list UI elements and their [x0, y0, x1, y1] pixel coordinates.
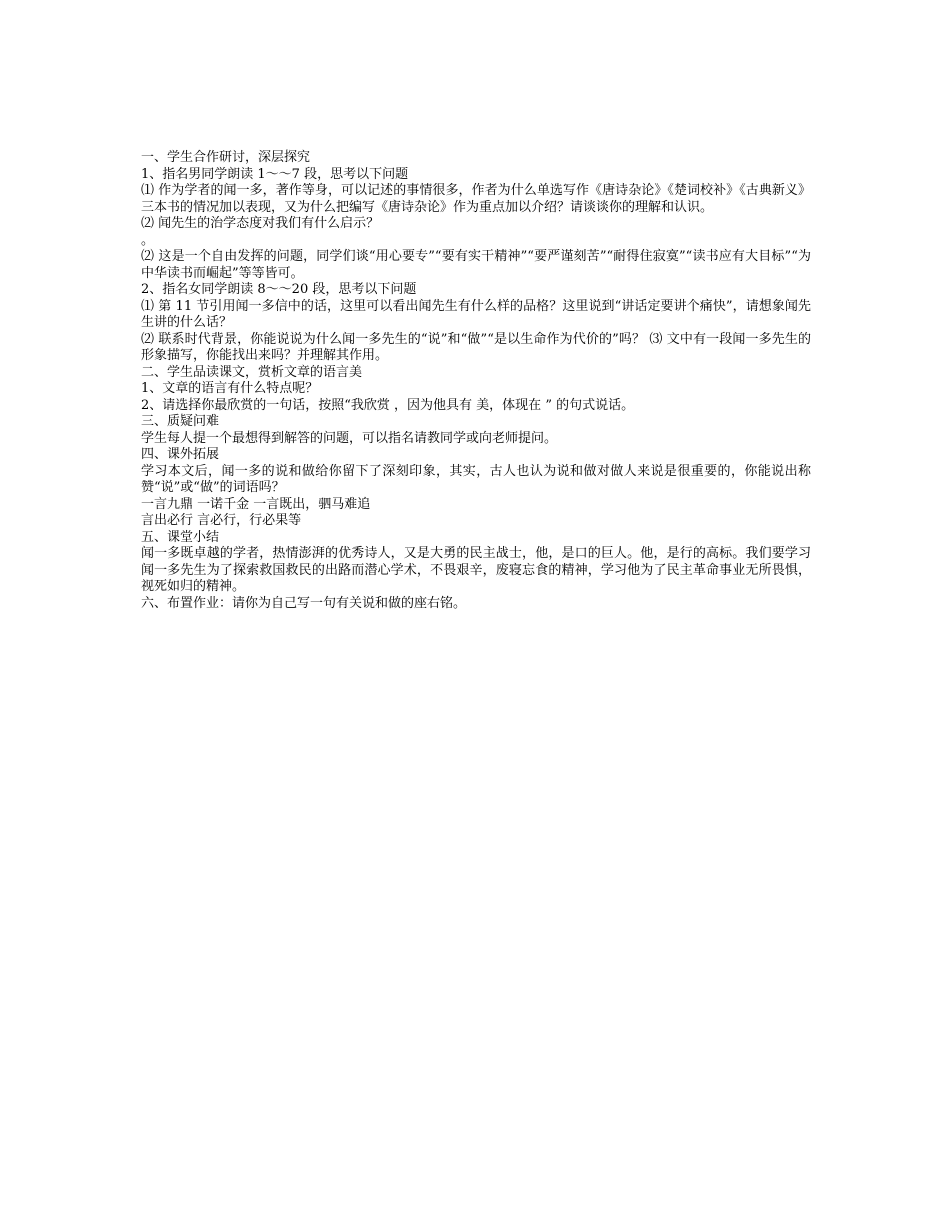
- section-heading-3: 三、质疑问难: [141, 414, 220, 429]
- questioning-text: 学生每人提一个最想得到解答的问题，可以指名请教同学或向老师提问。: [141, 430, 558, 446]
- section-heading-5: 五、课堂小结: [141, 529, 220, 545]
- idioms-line-2: 言出必行 言必行，行必果等: [141, 513, 302, 528]
- answer-1-2: ⑵ 这是一个自由发挥的问题，同学们谈“用心要专”“要有实干精神”“要严谨刻苦”“耐得住寂寞”“读书应有大目标”“为中华读书而崛起”等等皆可。: [141, 249, 811, 281]
- language-question-2: 2、请选择你最欣赏的一句话，按照“我欣赏 ，因为他具有 美，体现在 ” 的句式说话。: [141, 397, 635, 413]
- task-1-prompt: 1、指名男同学朗读 1～～7 段，思考以下问题: [141, 166, 409, 182]
- section-heading-6-homework: 六、布置作业：请你为自己写一句有关说和做的座右铭。: [141, 595, 467, 611]
- language-question-1: 1、文章的语言有什么特点呢？: [141, 381, 319, 396]
- question-1-1: ⑴ 作为学者的闻一多，著作等身，可以记述的事情很多，作者为什么单选写作《唐诗杂论》《楚词校补》《古典新义》三本书的情况加以表现，又为什么把编写《唐诗杂论》作为重点加以介绍？请谈谈你的理解和认识。: [141, 183, 811, 215]
- section-heading-1: 一、学生合作研讨，深层探究: [141, 150, 311, 165]
- question-1-2: ⑵ 闻先生的治学态度对我们有什么启示？: [141, 216, 380, 231]
- extension-text: 学习本文后，闻一多的说和做给你留下了深刻印象，其实，古人也认为说和做对做人来说是很重要的，你能说出称赞“说”或“做”的词语吗？: [141, 463, 811, 495]
- idioms-line-1: 一言九鼎 一诺千金 一言既出，驷马难追: [141, 496, 371, 512]
- section-heading-4: 四、课外拓展: [141, 447, 220, 462]
- document-body: [141, 150, 811, 612]
- section-heading-2: 二、学生品读课文，赏析文章的语言美: [141, 364, 363, 380]
- summary-text: 闻一多既卓越的学者，热情澎湃的优秀诗人，又是大勇的民主战士，他，是口的巨人。他，是行的高标。我们要学习闻一多先生为了探索救国救民的出路而潜心学术，不畏艰辛，废寝忘食的精神，学习他为了民主革命事业无所畏惧，视死如归的精神。: [141, 546, 811, 594]
- task-2-prompt: 2、指名女同学朗读 8～～20 段，思考以下问题: [141, 282, 417, 297]
- question-2-1: ⑴ 第 11 节引用闻一多信中的话，这里可以看出闻先生有什么样的品格？这里说到“讲话定要讲个痛快”，请想象闻先生讲的什么话？: [141, 298, 811, 330]
- question-2-2-3: ⑵ 联系时代背景，你能说说为什么闻一多先生的“说”和“做”“是以生命作为代价的”吗？ ⑶ 文中有一段闻一多先生的形象描写，你能找出来吗？并理解其作用。: [141, 331, 811, 363]
- stray-period: 。: [141, 232, 155, 248]
